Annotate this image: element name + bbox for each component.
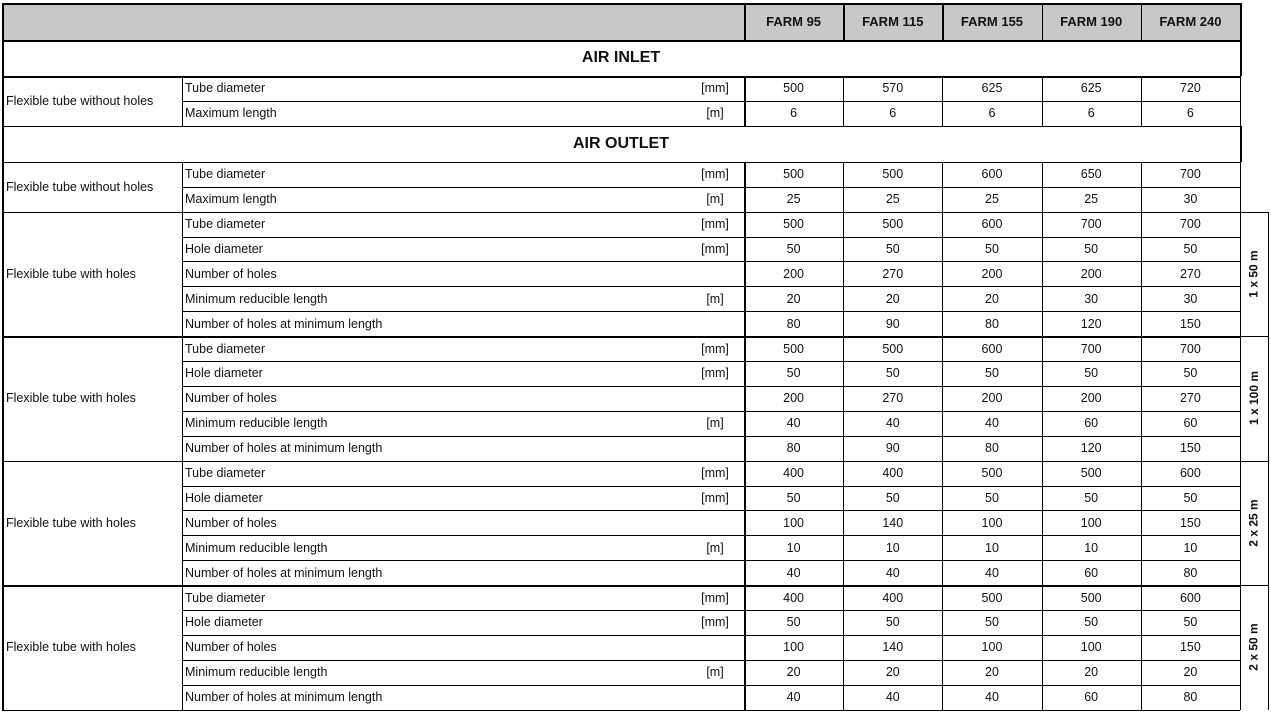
value-cell: 700: [1179, 217, 1201, 232]
grid-line: [1042, 76, 1043, 126]
grid-line: [942, 585, 943, 710]
row-unit: [686, 510, 744, 535]
value-cell: 100: [783, 640, 805, 655]
grid-line: [1141, 585, 1142, 710]
value-cell: 200: [981, 266, 1003, 281]
group-name: Flexible tube without holes: [6, 93, 154, 108]
value-cell: 40: [885, 416, 900, 431]
value-cell: 720: [1179, 81, 1201, 96]
grid-line: [2, 710, 1240, 712]
value-cell: 20: [786, 665, 801, 680]
value-cell: 150: [1179, 640, 1201, 655]
row-label: Number of holes at minimum length: [185, 441, 383, 456]
row-unit: [mm]: [701, 490, 729, 505]
length-tag: [1240, 336, 1268, 461]
grid-line: [744, 461, 746, 586]
value-cell: 600: [981, 217, 1003, 232]
grid-line: [182, 461, 183, 586]
row-unit: [686, 311, 744, 336]
row-unit: [686, 560, 744, 585]
value-cell: 200: [1080, 391, 1102, 406]
grid-line: [942, 212, 943, 337]
length-tag: [1240, 461, 1268, 586]
value-cell: 90: [885, 316, 900, 331]
row-label: Tube diameter: [185, 466, 266, 481]
group-name: Flexible tube with holes: [6, 515, 136, 530]
value-cell: 500: [981, 590, 1003, 605]
value-cell: 100: [981, 515, 1003, 530]
row-unit: [m]: [706, 665, 724, 680]
column-header: FARM 115: [843, 3, 942, 40]
value-cell: 50: [1084, 366, 1099, 381]
grid-line: [1042, 212, 1043, 337]
value-cell: 270: [882, 391, 904, 406]
grid-line: [744, 76, 746, 126]
value-cell: 80: [1183, 565, 1198, 580]
value-cell: 50: [885, 615, 900, 630]
row-unit: [686, 635, 744, 660]
value-cell: 50: [786, 366, 801, 381]
row-label: Minimum reducible length: [185, 665, 328, 680]
row-label: Number of holes: [185, 266, 277, 281]
row-label: Tube diameter: [185, 217, 266, 232]
value-cell: 30: [1183, 291, 1198, 306]
grid-line: [1141, 3, 1143, 40]
value-cell: 150: [1179, 515, 1201, 530]
value-cell: 50: [786, 490, 801, 505]
value-cell: 50: [1183, 366, 1198, 381]
grid-line: [744, 585, 746, 710]
row-unit: [mm]: [701, 341, 729, 356]
grid-line: [2, 461, 4, 586]
value-cell: 50: [1084, 615, 1099, 630]
row-unit: [mm]: [701, 241, 729, 256]
grid-line: [744, 162, 746, 212]
value-cell: 10: [1183, 540, 1198, 555]
grid-line: [1141, 336, 1142, 461]
grid-line: [1141, 461, 1142, 586]
value-cell: 700: [1179, 167, 1201, 182]
length-tag: [1240, 585, 1268, 710]
column-header: FARM 155: [942, 3, 1041, 40]
value-cell: 60: [1084, 565, 1099, 580]
grid-line: [1042, 336, 1043, 461]
value-cell: 40: [985, 565, 999, 580]
grid-line: [182, 162, 183, 212]
value-cell: 25: [885, 192, 900, 207]
value-cell: 200: [981, 391, 1003, 406]
grid-line: [843, 162, 844, 212]
row-label: Number of holes: [185, 391, 277, 406]
value-cell: 30: [1183, 192, 1198, 207]
value-cell: 20: [1084, 665, 1099, 680]
grid-line: [182, 212, 183, 337]
value-cell: 100: [1080, 640, 1102, 655]
value-cell: 25: [1084, 192, 1099, 207]
value-cell: 50: [1183, 615, 1198, 630]
value-cell: 10: [786, 540, 801, 555]
row-unit: [mm]: [701, 81, 729, 96]
value-cell: 50: [1183, 241, 1198, 256]
row-label: Maximum length: [185, 106, 277, 121]
row-label: Tube diameter: [185, 341, 266, 356]
grid-line: [1268, 336, 1269, 461]
value-cell: 100: [783, 515, 805, 530]
row-label: Number of holes: [185, 515, 277, 530]
value-cell: 625: [1080, 81, 1102, 96]
value-cell: 100: [981, 640, 1003, 655]
grid-line: [744, 336, 746, 461]
value-cell: 270: [1179, 266, 1201, 281]
grid-line: [843, 76, 844, 126]
length-tag-text: 2 x 50 m: [1247, 623, 1261, 672]
value-cell: 500: [783, 341, 805, 356]
value-cell: 50: [985, 615, 999, 630]
row-unit: [m]: [706, 192, 724, 207]
row-unit: [mm]: [701, 615, 729, 630]
value-cell: 50: [786, 615, 801, 630]
value-cell: 700: [1080, 217, 1102, 232]
value-cell: 20: [1183, 665, 1198, 680]
value-cell: 20: [885, 291, 900, 306]
header-blank: [2, 3, 744, 40]
value-cell: 500: [882, 341, 904, 356]
value-cell: 60: [1084, 690, 1099, 705]
value-cell: 200: [1080, 266, 1102, 281]
grid-line: [2, 585, 4, 710]
grid-line: [1240, 76, 1241, 126]
grid-line: [1042, 162, 1043, 212]
grid-line: [1141, 212, 1142, 337]
value-cell: 500: [981, 466, 1003, 481]
grid-line: [2, 40, 4, 76]
row-label: Minimum reducible length: [185, 291, 328, 306]
value-cell: 50: [985, 366, 999, 381]
value-cell: 60: [1084, 416, 1099, 431]
grid-line: [843, 212, 844, 337]
row-label: Minimum reducible length: [185, 540, 328, 555]
value-cell: 80: [1183, 690, 1198, 705]
value-cell: 50: [885, 490, 900, 505]
grid-line: [942, 76, 943, 126]
grid-line: [2, 76, 4, 126]
group-name: Flexible tube without holes: [6, 179, 154, 194]
row-label: Number of holes at minimum length: [185, 690, 383, 705]
value-cell: 500: [783, 81, 805, 96]
value-cell: 500: [882, 217, 904, 232]
value-cell: 700: [1080, 341, 1102, 356]
value-cell: 500: [783, 217, 805, 232]
value-cell: 40: [885, 565, 900, 580]
row-unit: [686, 685, 744, 710]
row-unit: [686, 386, 744, 411]
grid-line: [1240, 162, 1241, 212]
value-cell: 6: [988, 106, 996, 121]
grid-line: [2, 3, 1240, 5]
grid-line: [2, 3, 4, 40]
row-unit: [mm]: [701, 167, 729, 182]
value-cell: 400: [783, 466, 805, 481]
row-label: Tube diameter: [185, 590, 266, 605]
value-cell: 50: [985, 490, 999, 505]
row-unit: [mm]: [701, 466, 729, 481]
value-cell: 40: [786, 416, 801, 431]
row-label: Tube diameter: [185, 167, 266, 182]
value-cell: 500: [1080, 590, 1102, 605]
grid-line: [2, 336, 4, 461]
grid-line: [843, 336, 844, 461]
value-cell: 50: [885, 241, 900, 256]
row-unit: [m]: [706, 416, 724, 431]
row-label: Hole diameter: [185, 490, 263, 505]
grid-line: [942, 336, 943, 461]
value-cell: 40: [786, 690, 801, 705]
column-header: FARM 240: [1141, 3, 1240, 40]
column-header: FARM 190: [1042, 3, 1141, 40]
value-cell: 600: [1179, 466, 1201, 481]
column-header: FARM 95: [744, 3, 843, 40]
grid-line: [1240, 212, 1268, 213]
row-unit: [mm]: [701, 217, 729, 232]
grid-line: [2, 126, 4, 162]
value-cell: 10: [985, 540, 999, 555]
grid-line: [1240, 336, 1268, 337]
grid-line: [1240, 585, 1268, 586]
length-tag: [1240, 212, 1268, 337]
value-cell: 6: [1186, 106, 1194, 121]
value-cell: 500: [783, 167, 805, 182]
value-cell: 20: [786, 291, 801, 306]
value-cell: 10: [885, 540, 900, 555]
grid-line: [843, 585, 844, 710]
length-tag-text: 2 x 25 m: [1247, 499, 1261, 547]
value-cell: 40: [885, 690, 900, 705]
value-cell: 120: [1080, 441, 1102, 456]
grid-line: [843, 461, 844, 586]
row-label: Number of holes at minimum length: [185, 316, 383, 331]
value-cell: 20: [885, 665, 900, 680]
value-cell: 150: [1179, 441, 1201, 456]
value-cell: 100: [1080, 515, 1102, 530]
value-cell: 50: [1183, 490, 1198, 505]
value-cell: 200: [783, 266, 805, 281]
value-cell: 25: [786, 192, 801, 207]
group-name: Flexible tube with holes: [6, 391, 136, 406]
value-cell: 600: [981, 167, 1003, 182]
grid-line: [1268, 461, 1269, 586]
grid-line: [2, 162, 4, 212]
value-cell: 80: [985, 441, 999, 456]
row-label: Tube diameter: [185, 81, 266, 96]
value-cell: 570: [882, 81, 904, 96]
grid-line: [843, 3, 845, 40]
grid-line: [182, 336, 183, 461]
value-cell: 50: [885, 366, 900, 381]
row-label: Minimum reducible length: [185, 416, 328, 431]
grid-line: [2, 212, 4, 337]
length-tag-text: 1 x 50 m: [1247, 250, 1261, 298]
row-label: Hole diameter: [185, 615, 263, 630]
value-cell: 20: [985, 665, 999, 680]
value-cell: 600: [1179, 590, 1201, 605]
value-cell: 400: [783, 590, 805, 605]
grid-line: [942, 461, 943, 586]
row-unit: [686, 261, 744, 286]
value-cell: 600: [981, 341, 1003, 356]
value-cell: 50: [786, 241, 801, 256]
value-cell: 30: [1084, 291, 1099, 306]
grid-line: [1042, 3, 1044, 40]
row-unit: [mm]: [701, 590, 729, 605]
row-unit: [m]: [706, 291, 724, 306]
row-unit: [686, 436, 744, 461]
value-cell: 500: [882, 167, 904, 182]
grid-line: [1240, 40, 1242, 76]
value-cell: 90: [885, 441, 900, 456]
grid-line: [942, 162, 943, 212]
row-unit: [m]: [706, 106, 724, 121]
grid-line: [942, 3, 944, 40]
row-unit: [m]: [706, 540, 724, 555]
grid-line: [1240, 3, 1242, 40]
grid-line: [1141, 162, 1142, 212]
value-cell: 40: [786, 565, 801, 580]
grid-line: [1042, 585, 1043, 710]
length-tag-text: 1 x 100 m: [1247, 371, 1262, 426]
value-cell: 40: [985, 690, 999, 705]
group-name: Flexible tube with holes: [6, 266, 136, 281]
value-cell: 50: [1084, 490, 1099, 505]
value-cell: 80: [786, 441, 801, 456]
value-cell: 50: [1084, 241, 1099, 256]
grid-line: [1042, 461, 1043, 586]
value-cell: 40: [985, 416, 999, 431]
value-cell: 400: [882, 466, 904, 481]
grid-line: [182, 76, 183, 126]
value-cell: 650: [1080, 167, 1102, 182]
grid-line: [1268, 212, 1269, 337]
group-name: Flexible tube with holes: [6, 640, 136, 655]
value-cell: 6: [889, 106, 897, 121]
grid-line: [1268, 585, 1269, 710]
value-cell: 150: [1179, 316, 1201, 331]
section-title: AIR INLET: [581, 49, 661, 66]
value-cell: 10: [1084, 540, 1099, 555]
value-cell: 270: [882, 266, 904, 281]
value-cell: 140: [882, 515, 904, 530]
row-label: Maximum length: [185, 192, 277, 207]
value-cell: 25: [985, 192, 999, 207]
row-label: Hole diameter: [185, 241, 263, 256]
row-label: Hole diameter: [185, 366, 263, 381]
value-cell: 270: [1179, 391, 1201, 406]
value-cell: 20: [985, 291, 999, 306]
value-cell: 140: [882, 640, 904, 655]
grid-line: [1240, 126, 1242, 162]
value-cell: 50: [985, 241, 999, 256]
grid-line: [744, 3, 746, 40]
grid-line: [1141, 76, 1142, 126]
value-cell: 6: [790, 106, 798, 121]
value-cell: 200: [783, 391, 805, 406]
value-cell: 60: [1183, 416, 1198, 431]
value-cell: 6: [1087, 106, 1095, 121]
row-label: Number of holes at minimum length: [185, 565, 383, 580]
grid-line: [744, 212, 746, 337]
grid-line: [1240, 461, 1268, 462]
value-cell: 80: [786, 316, 801, 331]
row-label: Number of holes: [185, 640, 277, 655]
section-title: AIR OUTLET: [573, 134, 669, 152]
value-cell: 80: [985, 316, 999, 331]
value-cell: 500: [1080, 466, 1102, 481]
value-cell: 625: [981, 81, 1003, 96]
value-cell: 700: [1179, 341, 1201, 356]
value-cell: 120: [1080, 316, 1102, 331]
value-cell: 400: [882, 590, 904, 605]
grid-line: [182, 585, 183, 710]
row-unit: [mm]: [701, 366, 729, 381]
